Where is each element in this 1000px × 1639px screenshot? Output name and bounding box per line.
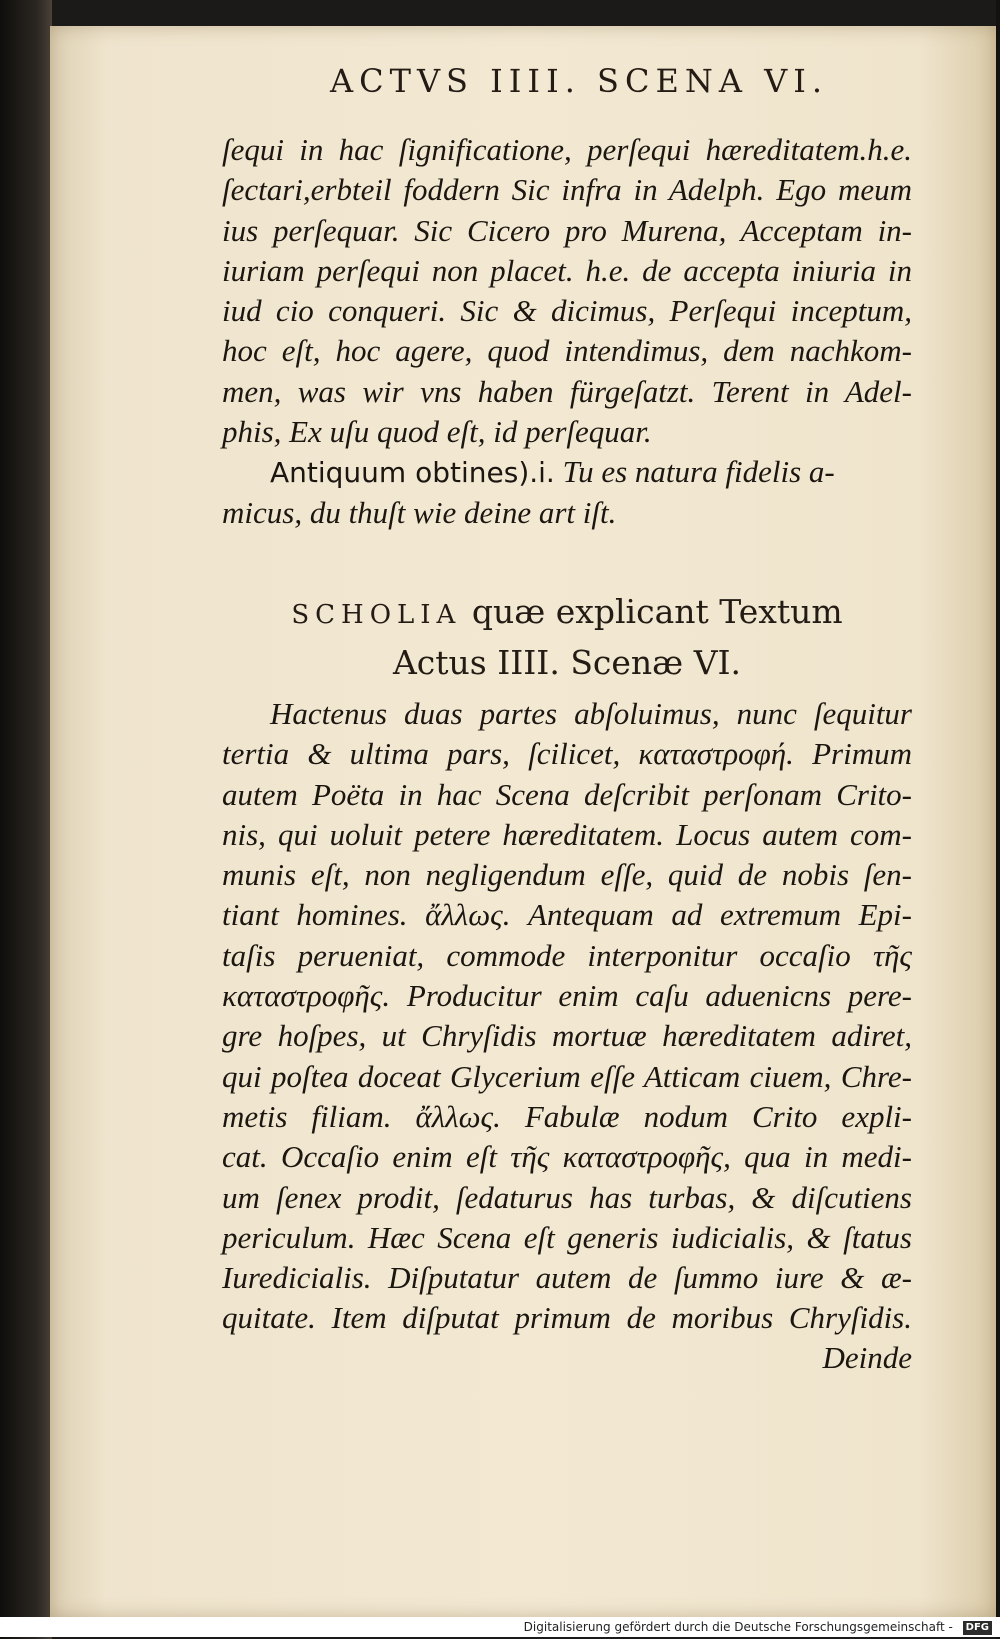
commentary-line: men, was wir vns haben fürgeſatzt. Terent in Adel-	[222, 373, 912, 409]
scholia-line: quitate. Item diſputat primum de moribus Chryſidis.	[222, 1300, 912, 1336]
commentary-line: hoc eſt, hoc agere, quod intendimus, dem nachkom-	[222, 333, 912, 369]
scholia-line: metis filiam. ἄλλως. Fabulæ nodum Crito expli-	[222, 1098, 912, 1134]
scholia-heading-line2: Actus IIII. Scenæ VI.	[392, 643, 742, 682]
scholia-line: tertia & ultima pars, ſcilicet, καταστροφή. Primum	[222, 736, 912, 772]
dfg-logo: DFG	[963, 1621, 992, 1635]
scholia-word: SCHOLIA	[291, 600, 462, 630]
page-edge	[996, 0, 1000, 1639]
lemma-italic: Tu es natura fidelis a-	[562, 454, 835, 490]
scholia-line: Iuredicialis. Diſputatur autem de ſummo iure & æ-	[222, 1260, 912, 1296]
scholia-heading-rest: quæ explicant Textum	[471, 592, 843, 631]
scholia-line: taſis perueniat, commode interponitur occaſio τῆς	[222, 937, 912, 973]
lemma-roman: Antiquum obtines).i.	[270, 456, 555, 490]
commentary-line: iud cio conqueri. Sic & dicimus, Perſequi inceptum,	[222, 293, 912, 329]
scholia-line: καταστροφῆς. Producitur enim caſu aduenicns pere-	[222, 978, 912, 1014]
scholia-line: Hactenus duas partes abſoluimus, nunc ſequitur	[270, 696, 912, 731]
scholia-line: um ſenex prodit, ſedaturus has turbas, & diſcutiens	[222, 1179, 912, 1215]
scholia-line: cat. Occaſio enim eſt τῆς καταστροφῆς, qua in medi-	[222, 1139, 912, 1175]
running-head: ACTVS IIII. SCENA VI.	[330, 62, 829, 100]
lemma-line: micus, du thuſt wie deine art iſt.	[222, 494, 617, 530]
catchword: Deinde	[822, 1340, 912, 1375]
commentary-line: ius perſequar. Sic Cicero pro Murena, Acceptam in-	[222, 212, 912, 248]
digitization-footer	[0, 1617, 1000, 1637]
scholia-block	[222, 694, 912, 1339]
scholia-line: tiant homines. ἄλλως. Antequam ad extremum Epi-	[222, 897, 912, 933]
footer-credit: Digitalisierung gefördert durch die Deutsche Forschungsgemeinschaft -	[523, 1620, 953, 1634]
commentary-line: ſequi in hac ſignificatione, perſequi hæreditatem.h.e.	[222, 132, 912, 167]
book-gutter	[0, 0, 52, 1639]
scholia-line: nis, qui uoluit petere hæreditatem. Locus autem com-	[222, 816, 912, 852]
scholia-line: qui poſtea doceat Glycerium eſſe Atticam ciuem, Chre-	[222, 1058, 912, 1094]
commentary-line: ſectari,erbteil foddern Sic infra in Adelph. Ego meum	[222, 172, 912, 208]
commentary-line: iuriam perſequi non placet. h.e. de accepta iniuria in	[222, 252, 912, 288]
scholia-line: periculum. Hæc Scena eſt generis iudicialis, & ſtatus	[222, 1219, 912, 1255]
commentary-block	[222, 130, 912, 533]
lemma-line	[222, 452, 912, 492]
scholia-line: autem Poëta in hac Scena deſcribit perſonam Crito-	[222, 776, 912, 812]
scholia-line: munis eſt, non negligendum eſſe, quid de nobis ſen-	[222, 857, 912, 893]
scholia-heading	[222, 588, 912, 687]
commentary-line: phis, Ex uſu quod eſt, id perſequar.	[222, 414, 652, 450]
scholia-line: gre hoſpes, ut Chryſidis mortuæ hæreditatem adiret,	[222, 1018, 912, 1054]
scholia-heading-line1	[222, 588, 912, 639]
